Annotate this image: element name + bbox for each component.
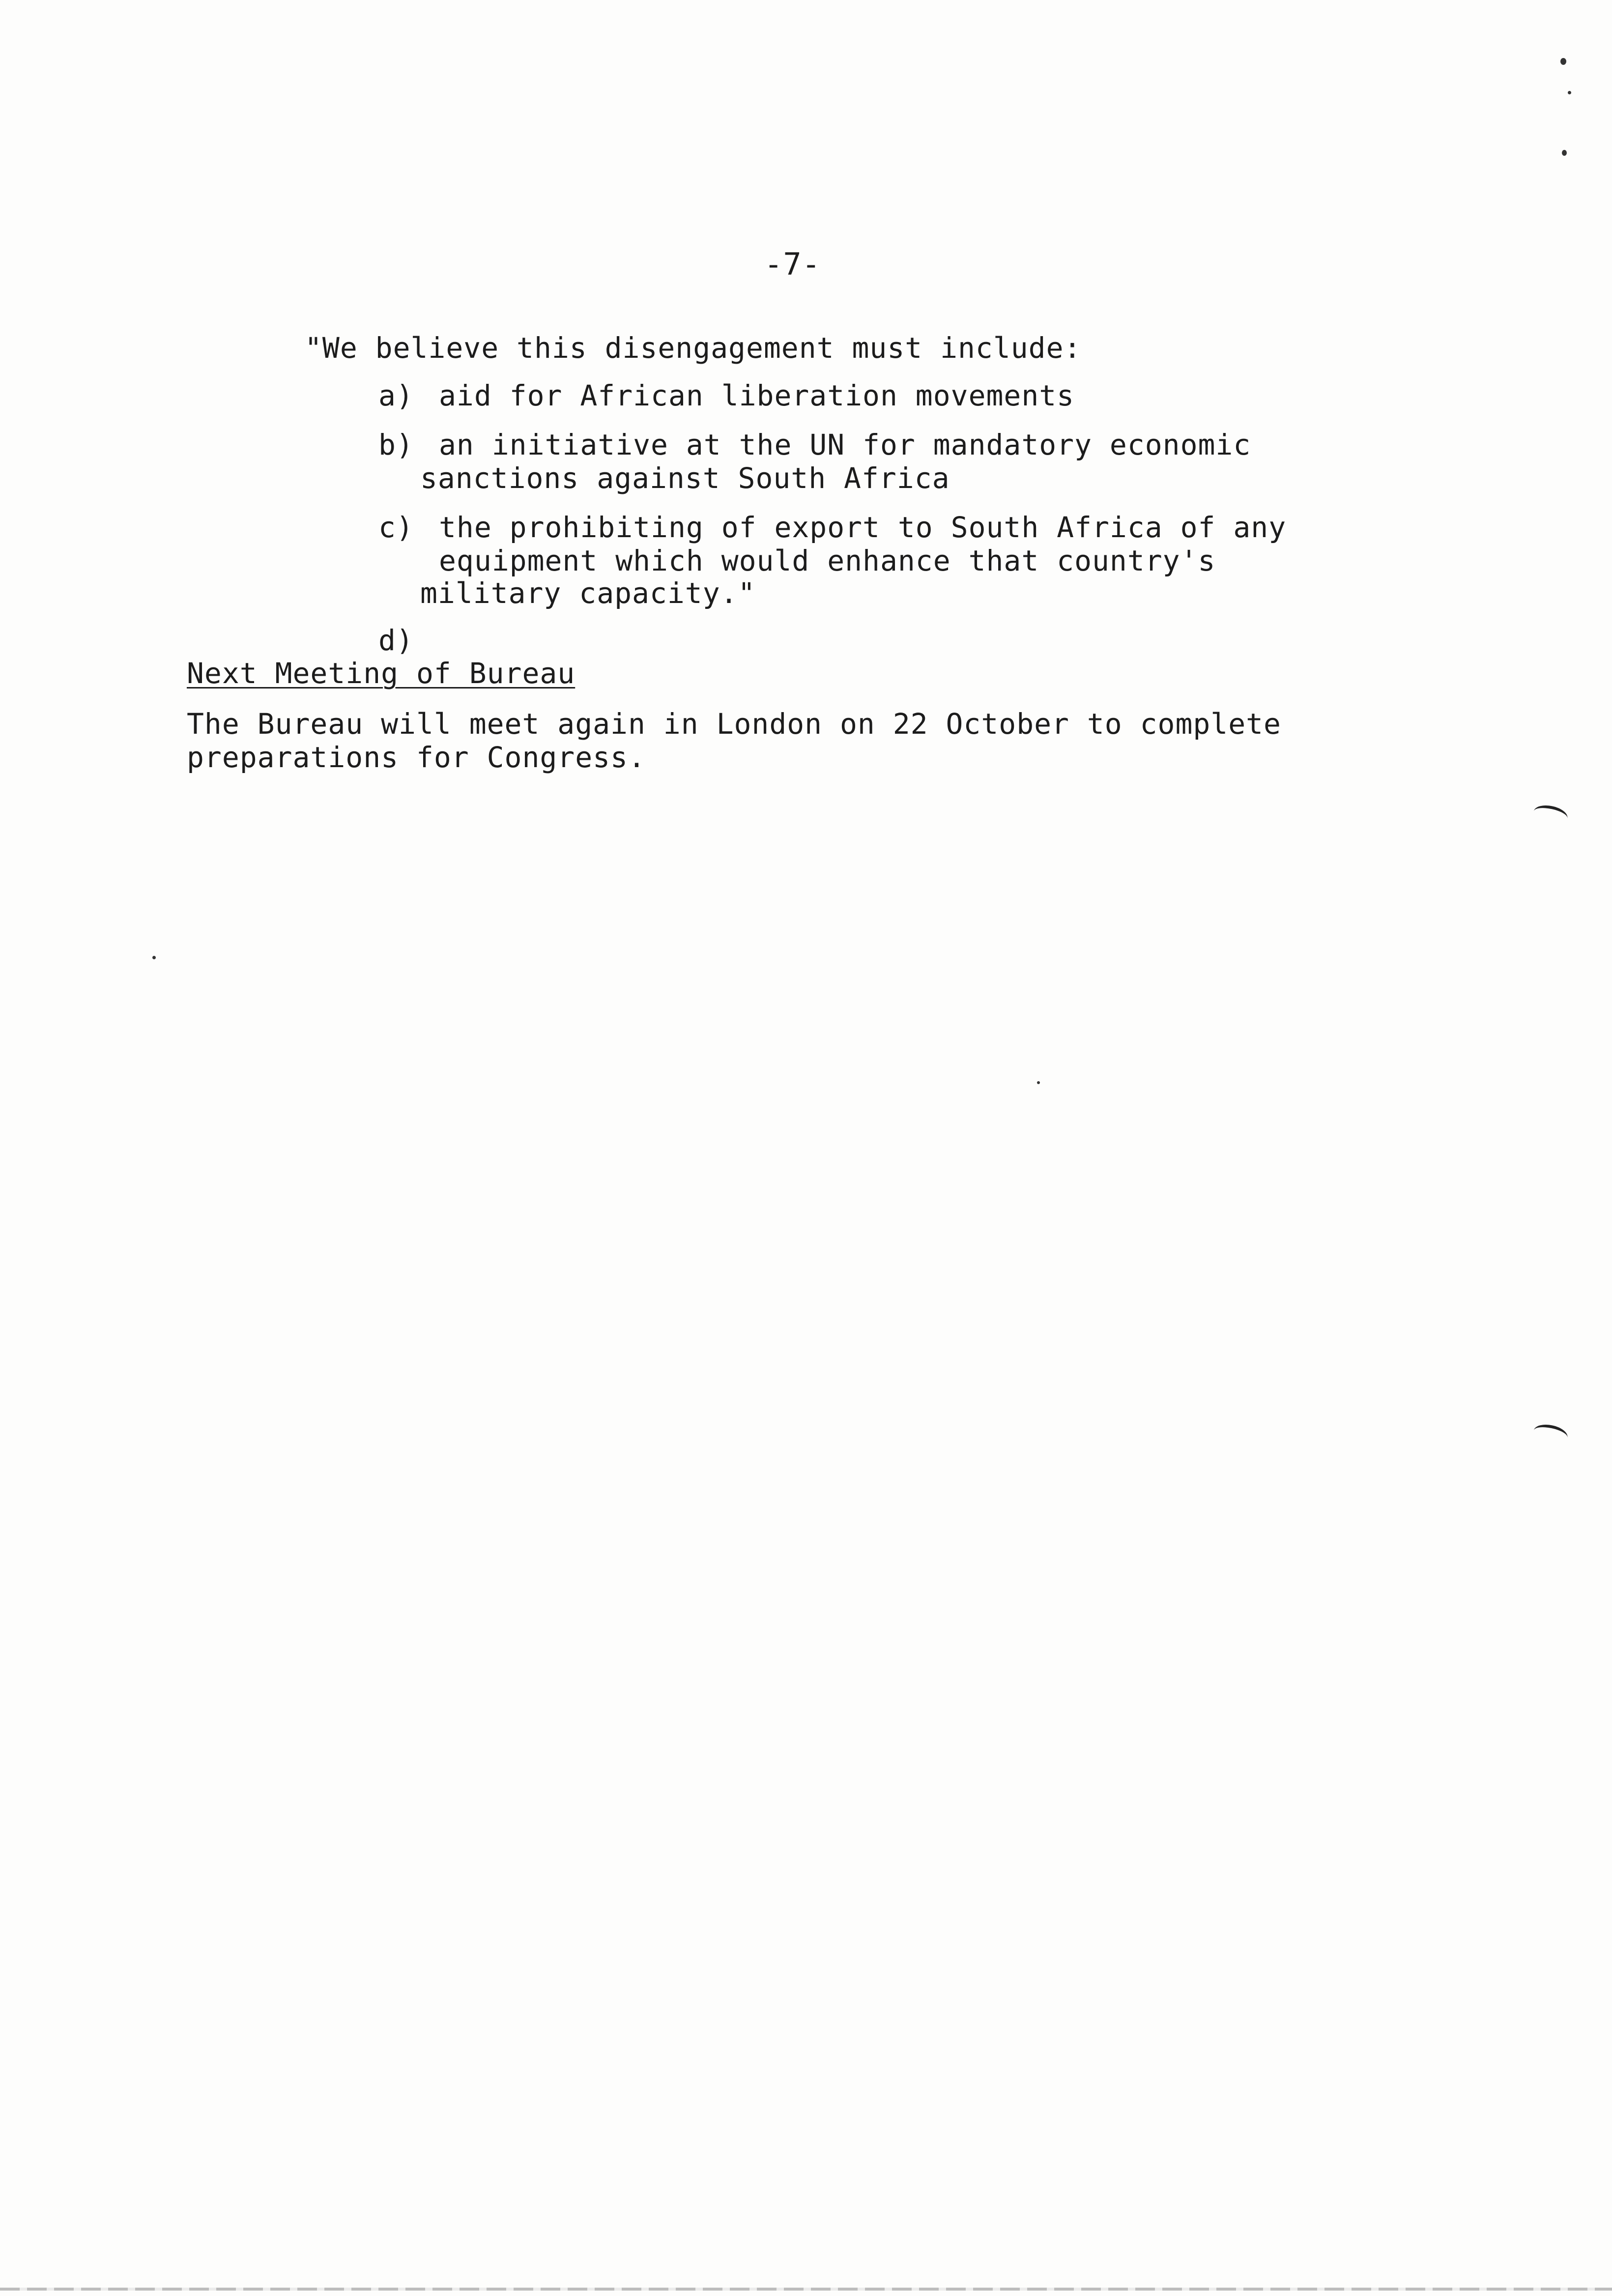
list-item-a-line-1: aid for African liberation movements <box>439 379 1075 412</box>
page-number: -7- <box>764 246 821 282</box>
margin-speck <box>1560 58 1566 65</box>
list-item-label-a: a) <box>378 379 414 412</box>
body-text-line-2: preparations for Congress. <box>187 741 646 774</box>
body-text-line-1: The Bureau will meet again in London on 22 October to complete <box>187 707 1281 741</box>
list-item-c-line-3: military capacity." <box>420 576 756 610</box>
list-item-c-line-1: the prohibiting of export to South Africa of any <box>439 511 1287 544</box>
margin-mark <box>1532 803 1569 827</box>
margin-speck <box>1568 91 1571 94</box>
list-item-label-b: b) <box>378 428 414 461</box>
list-item-b-line-2: sanctions against South Africa <box>420 461 950 495</box>
section-heading: Next Meeting of Bureau <box>187 657 576 690</box>
list-item-label-c: c) <box>378 511 414 544</box>
quote-intro: "We believe this disengagement must include: <box>305 331 1082 365</box>
margin-mark <box>1532 1422 1569 1446</box>
margin-speck <box>152 956 156 959</box>
list-item-label-d: d) <box>378 624 414 657</box>
margin-speck <box>1562 150 1567 156</box>
list-item-b-line-1: an initiative at the UN for mandatory economic <box>439 428 1251 461</box>
list-item-c-line-2: equipment which would enhance that country's <box>439 544 1216 577</box>
margin-speck <box>1037 1081 1040 1084</box>
scan-bottom-edge <box>0 2288 1612 2291</box>
